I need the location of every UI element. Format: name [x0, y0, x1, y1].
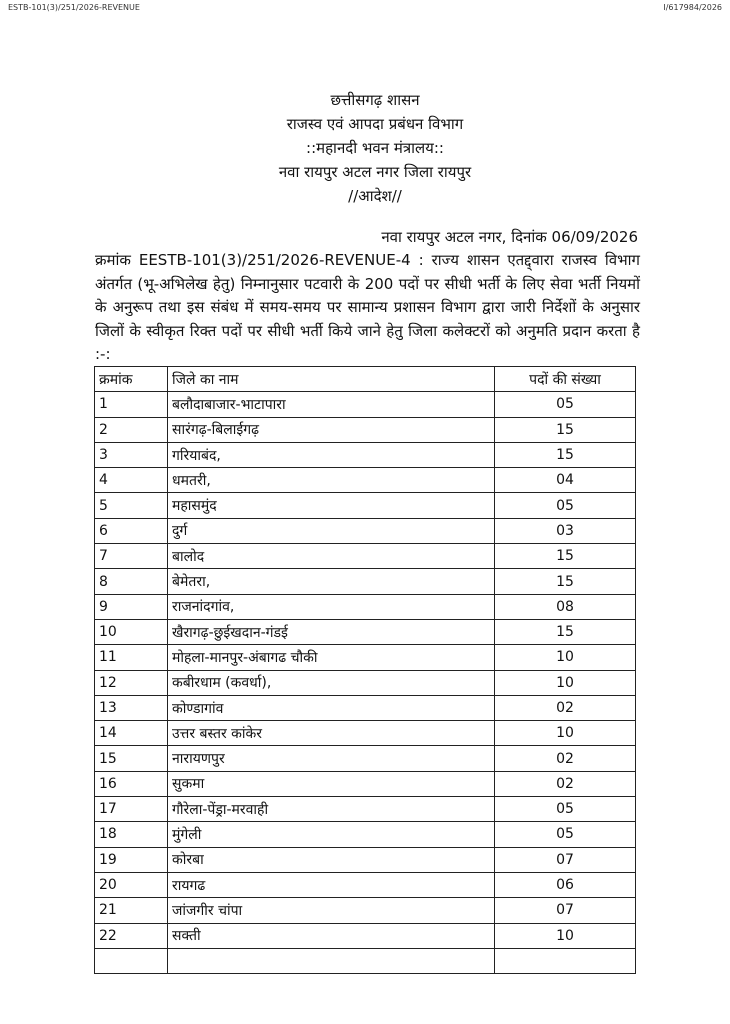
- district-posts-table: [94, 366, 636, 974]
- row-post-count: 15: [495, 442, 636, 467]
- row-serial: 14: [95, 721, 168, 746]
- file-reference: ESTB-101(3)/251/2026-REVENUE: [8, 3, 140, 12]
- row-serial: 12: [95, 670, 168, 695]
- row-post-count: 15: [495, 569, 636, 594]
- building-name: ::महानदी भवन मंत्रालय::: [306, 139, 444, 157]
- row-district: सक्ती: [168, 923, 495, 948]
- row-serial: 1: [95, 392, 168, 417]
- row-post-count: 10: [495, 670, 636, 695]
- row-post-count: 10: [495, 923, 636, 948]
- table-row: [95, 923, 636, 948]
- row-serial: 13: [95, 695, 168, 720]
- row-post-count: 10: [495, 721, 636, 746]
- table-row: [95, 468, 636, 493]
- row-district: गौरेला-पेंड्रा-मरवाही: [168, 797, 495, 822]
- row-post-count: 05: [495, 822, 636, 847]
- table-row: [95, 594, 636, 619]
- row-district: सारंगढ़-बिलाईगढ़: [168, 417, 495, 442]
- order-heading: //आदेश//: [348, 187, 402, 205]
- table-row: [95, 619, 636, 644]
- row-serial: 16: [95, 771, 168, 796]
- row-post-count: 05: [495, 392, 636, 417]
- table-row: [95, 872, 636, 897]
- order-text: राज्य शासन एतद्द्वारा राजस्व विभाग अंतर्गत (भू-अभिलेख हेतु) निम्नानुसार पटवारी के 200 पदों पर सीधी भर्ती के लिए सेवा भर्ती नियमों के अनुरूप तथा इस संबंध में समय-समय पर सामान्य प्रशासन विभाग द्वारा जारी निर्देशों के अनुसार जिलों के स्वीकृत रिक्त पदों पर सीधी भर्ती किये जाने हेतु जिला कलेक्टरों को अनुमति प्रदान करता है :-:: [95, 251, 640, 363]
- row-district: गरियाबंद,: [168, 442, 495, 467]
- row-serial: 3: [95, 442, 168, 467]
- row-serial: 22: [95, 923, 168, 948]
- table-row: [95, 771, 636, 796]
- table-row: [95, 746, 636, 771]
- table-row: [95, 721, 636, 746]
- row-post-count: 15: [495, 417, 636, 442]
- row-post-count: 03: [495, 518, 636, 543]
- date-line: नवा रायपुर अटल नगर, दिनांक 06/09/2026: [381, 228, 638, 246]
- row-serial: 19: [95, 847, 168, 872]
- row-post-count: 08: [495, 594, 636, 619]
- table-row: [95, 822, 636, 847]
- row-district: कोण्डागांव: [168, 695, 495, 720]
- row-district: कोरबा: [168, 847, 495, 872]
- row-district: धमतरी,: [168, 468, 495, 493]
- row-district: रायगढ: [168, 872, 495, 897]
- row-post-count: 06: [495, 872, 636, 897]
- table-row: [95, 518, 636, 543]
- table-row: [95, 392, 636, 417]
- row-serial: 20: [95, 872, 168, 897]
- row-district: नारायणपुर: [168, 746, 495, 771]
- row-post-count: 07: [495, 847, 636, 872]
- row-post-count: 04: [495, 468, 636, 493]
- row-district: मोहला-मानपुर-अंबागढ चौकी: [168, 645, 495, 670]
- row-district: राजनांदगांव,: [168, 594, 495, 619]
- row-district: उत्तर बस्तर कांकेर: [168, 721, 495, 746]
- row-district: खैरागढ़-छुईखदान-गंडई: [168, 619, 495, 644]
- row-serial: 15: [95, 746, 168, 771]
- table-row: [95, 442, 636, 467]
- table-row: [95, 569, 636, 594]
- row-serial: 21: [95, 898, 168, 923]
- table-row: [95, 847, 636, 872]
- row-post-count: 02: [495, 746, 636, 771]
- row-district: बलौदाबाजार-भाटापारा: [168, 392, 495, 417]
- table-header-row: [95, 367, 636, 392]
- row-serial: 10: [95, 619, 168, 644]
- row-district: दुर्ग: [168, 518, 495, 543]
- row-post-count: 15: [495, 619, 636, 644]
- row-district: बेमेतरा,: [168, 569, 495, 594]
- table-row: [95, 695, 636, 720]
- table-row: [95, 645, 636, 670]
- row-serial: 8: [95, 569, 168, 594]
- row-serial: 17: [95, 797, 168, 822]
- letterhead: [250, 88, 500, 208]
- table-row: [95, 797, 636, 822]
- empty-cell: [95, 948, 168, 973]
- row-post-count: 02: [495, 695, 636, 720]
- table-row: [95, 670, 636, 695]
- row-post-count: 05: [495, 797, 636, 822]
- row-district: मुंगेली: [168, 822, 495, 847]
- empty-cell: [168, 948, 495, 973]
- row-district: सुकमा: [168, 771, 495, 796]
- header-district: जिले का नाम: [168, 367, 495, 392]
- row-post-count: 15: [495, 544, 636, 569]
- row-district: जांजगीर चांपा: [168, 898, 495, 923]
- document-topbar: [8, 3, 722, 12]
- row-serial: 7: [95, 544, 168, 569]
- header-serial: क्रमांक: [95, 367, 168, 392]
- order-reference: क्रमांक EESTB-101(3)/251/2026-REVENUE-4 :: [95, 251, 424, 269]
- row-serial: 5: [95, 493, 168, 518]
- inward-number: I/617984/2026: [663, 3, 722, 12]
- row-serial: 11: [95, 645, 168, 670]
- row-serial: 9: [95, 594, 168, 619]
- row-serial: 18: [95, 822, 168, 847]
- row-serial: 6: [95, 518, 168, 543]
- table-row: [95, 417, 636, 442]
- row-district: कबीरधाम (कवर्धा),: [168, 670, 495, 695]
- row-post-count: 10: [495, 645, 636, 670]
- row-post-count: 02: [495, 771, 636, 796]
- table-continuation-row: [95, 948, 636, 973]
- order-body: [95, 249, 640, 367]
- table-row: [95, 898, 636, 923]
- row-serial: 4: [95, 468, 168, 493]
- row-district: महासमुंद: [168, 493, 495, 518]
- table-row: [95, 544, 636, 569]
- row-post-count: 07: [495, 898, 636, 923]
- city-name: नवा रायपुर अटल नगर जिला रायपुर: [278, 163, 472, 181]
- empty-cell: [495, 948, 636, 973]
- table-row: [95, 493, 636, 518]
- govt-name: छत्तीसगढ़ शासन: [330, 91, 420, 109]
- header-post-count: पदों की संख्या: [495, 367, 636, 392]
- row-district: बालोद: [168, 544, 495, 569]
- row-post-count: 05: [495, 493, 636, 518]
- row-serial: 2: [95, 417, 168, 442]
- department-name: राजस्व एवं आपदा प्रबंधन विभाग: [286, 115, 464, 133]
